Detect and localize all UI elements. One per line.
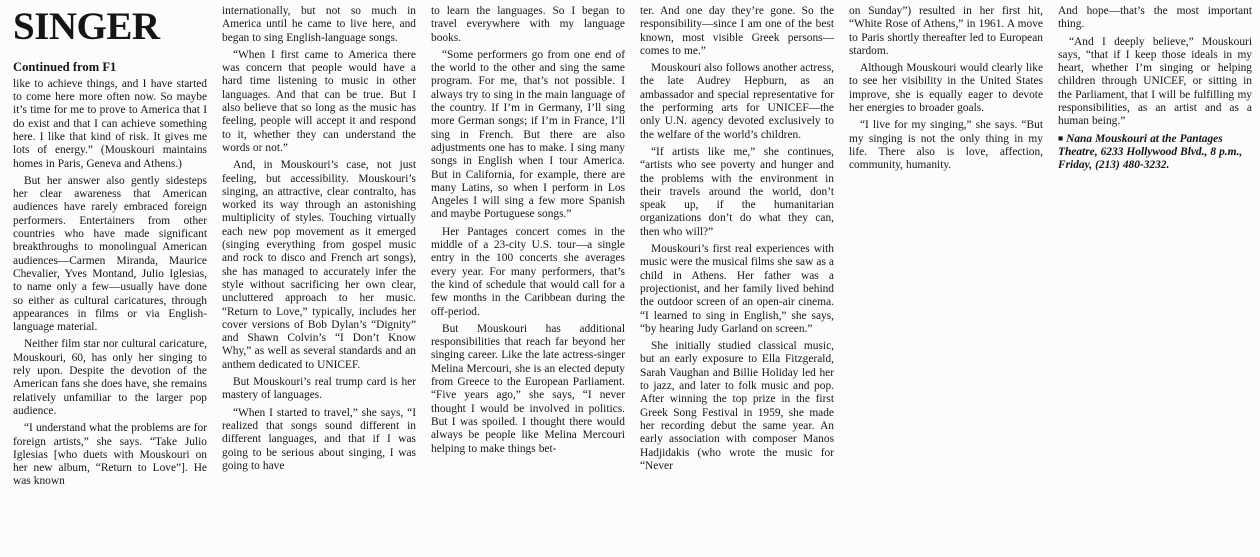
article-paragraph: like to achieve things, and I have started to come here more often now. So maybe it’s time for me to prove to America that I do exist and that I can achieve something here. I like that kind of risk. It gives me lots of energy.” (Mouskouri maintains homes in Paris, Geneva and Athens.)	[13, 77, 207, 170]
article-headline: SINGER	[13, 5, 160, 48]
continued-from-label: Continued from F1	[13, 59, 117, 74]
article-column-6	[1058, 5, 1252, 493]
article-column-4	[640, 5, 834, 493]
article-paragraph: Mouskouri also follows another actress, the late Audrey Hepburn, as an ambassador and special representative for the performing arts for UNICEF—the only U.N. agency devoted exclusively to the welfare of the world’s children.	[640, 62, 834, 141]
article-paragraph: ter. And one day they’re gone. So the responsibility—since I am one of the best known, most visible Greek persons—comes to me.”	[640, 5, 834, 57]
article-paragraph: internationally, but not so much in America until he came to live here, and began to sing English-language songs.	[222, 5, 416, 44]
article-paragraph: And, in Mouskouri’s case, not just feeling, but accessibility. Mouskouri’s singing, an attractive, clear contralto, has worked its way through an astonishing multiplicity of styles. Touching virtually each new pop movement as it emerged (singing everything from gospel music and rock to disco and French art songs), she has managed to accurately infer the style without sacrificing her own clear, uncluttered approach to her music. “Return to Love,” typically, includes her cover versions of Bob Dylan’s “Dignity” and Shawn Colvin’s “I Don’t Know Why,” as well as several standards and an anthem dedicated to UNICEF.	[222, 159, 416, 371]
column-paragraphs	[431, 5, 625, 456]
article-paragraph: “Some performers go from one end of the world to the other and sing the same program. For me, that’s not possible. I always try to sing in the main language of the country. If I’m in Germany, I’ll sing more German songs; if I’m in France, I’ll sing in French. But there are also adjustments one has to make. I sing many songs in English when I tour America. But in California, for example, there are many Latins, so when I perform in Los Angeles I will sing a few more Spanish and maybe Portuguese songs.”	[431, 48, 625, 221]
article-paragraph: Neither film star nor cultural caricature, Mouskouri, 60, has only her singing to rely upon. Despite the devotion of the American fans she does have, she remains relatively unfamiliar to the larger pop audience.	[13, 338, 207, 417]
article-paragraph: She initially studied classical music, but an early exposure to Ella Fitzgerald, Sarah Vaughan and Billie Holiday led her to jazz, and later to folk music and pop. After winning the top prize in the first Greek Song Festival in 1959, she made her recording debut the same year. An early association with composer Manos Hadjidakis (who wrote the music for “Never	[640, 340, 834, 472]
article-paragraph: “I live for my singing,” she says. “But my singing is not the only thing in my life. There also is love, affection, community, humanity.	[849, 119, 1043, 172]
article-paragraph: But Mouskouri has additional responsibilities that reach far beyond her singing career. Like the late actress-singer Melina Mercouri, she is an elected deputy from Greece to the European Parliament. “Five years ago,” she says, “I never thought I would be involved in politics. But I was spoiled. I thought there would always be people like Melina Mercouri helping to make things bet-	[431, 322, 625, 455]
article-column-3	[431, 5, 625, 493]
article-paragraph: But Mouskouri’s real trump card is her mastery of languages.	[222, 376, 416, 402]
article-paragraph: “When I first came to America there was concern that people would have a hard time listening to music in other languages. And that can be true. But I also believe that so long as the music has feeling, people will accept it and respond to it, whether they can understand the words or not.”	[222, 48, 416, 154]
column-paragraphs	[640, 5, 834, 473]
column-paragraphs	[222, 5, 416, 473]
article-paragraph: “And I deeply believe,” Mouskouri says, “that if I keep those ideals in my heart, whether I’m singing or helping children through UNICEF, or sitting in the Parliament, that I will be fulfilling my responsibilities, as an artist and as a human being.”	[1058, 35, 1252, 128]
article-paragraph: “I understand what the problems are for foreign artists,” she says. “Take Julio Iglesias [who duets with Mouskouri on her new album, “Return to Love”]. He was known	[13, 422, 207, 488]
article-paragraph: on Sunday”) resulted in her first hit, “White Rose of Athens,” in 1961. A move to Paris shortly thereafter led to European stardom.	[849, 5, 1043, 57]
article-paragraph: Her Pantages concert comes in the middle of a 23-city U.S. tour—a single entry in the 100 concerts she averages every year. For many performers, that’s the kind of schedule that would call for a few months in the Caribbean during the off-period.	[431, 225, 625, 318]
article-paragraph: And hope—that’s the most important thing.	[1058, 5, 1252, 31]
square-bullet-icon: ■	[1058, 132, 1064, 143]
article-column-2	[222, 5, 416, 493]
article-paragraph: But her answer also gently sidesteps her clear awareness that American audiences have rarely embraced foreign performers. Entertainers from other countries who have made significant breakthroughs to monolingual American audiences—Carmen Miranda, Maurice Chevalier, Yves Montand, Julio Iglesias, to name only a few—usually have done so either as cultural caricatures, through appearances in films or via English-language material.	[13, 174, 207, 334]
article-column-1	[13, 5, 207, 493]
article-column-5	[849, 5, 1043, 493]
column-paragraphs	[849, 5, 1043, 173]
venue-signature-text: Nana Mouskouri at the Pantages Theatre, 6233 Hollywood Blvd., 8 p.m., Friday, (213) 480-3232.	[1058, 132, 1243, 172]
venue-signature	[1058, 133, 1252, 173]
article-paragraph: “When I started to travel,” she says, “I realized that songs sound different in different languages, and that if I was going to be serious about singing, I was going to have	[222, 406, 416, 472]
article-paragraph: Mouskouri’s first real experiences with music were the musical films she saw as a child in Athens. Her father was a projectionist, and her family lived behind the outdoor screen of an open-air cinema. “I learned to sing in English,” she says, “by hearing Judy Garland on screen.”	[640, 243, 834, 335]
column-paragraphs	[13, 78, 207, 489]
column-paragraphs	[1058, 5, 1252, 173]
article-paragraph: “If artists like me,” she continues, “artists who see poverty and hunger and the problems with the environment in their travels around the world, don’t speak up, if the humanitarian organizations don’t do what they can, then who will?”	[640, 145, 834, 238]
article-paragraph: Although Mouskouri would clearly like to see her visibility in the United States improve, she is equally eager to devote her energies to broader goals.	[849, 62, 1043, 115]
article-paragraph: to learn the languages. So I began to travel everywhere with my language books.	[431, 5, 625, 44]
